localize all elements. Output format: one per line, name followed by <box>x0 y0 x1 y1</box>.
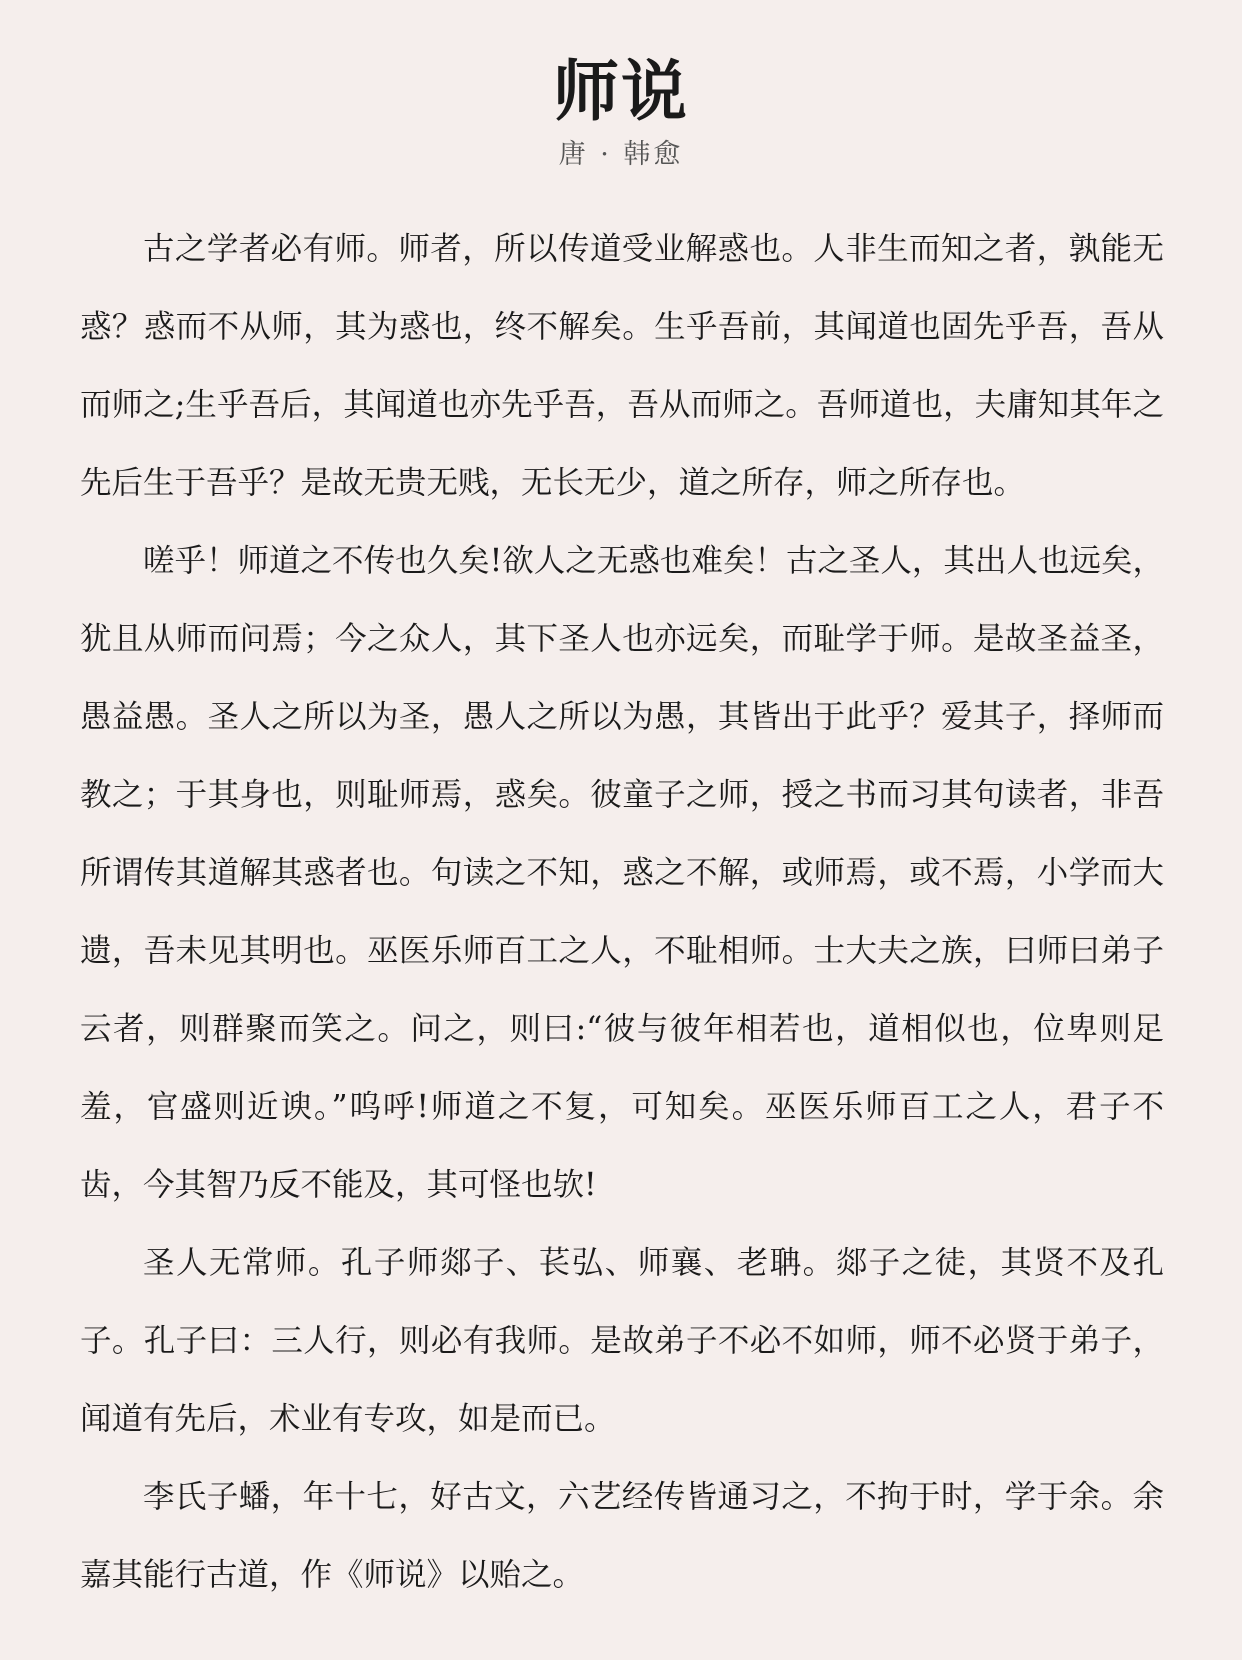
essay-body <box>80 210 1164 1614</box>
author-line: 唐 · 韩愈 <box>558 139 684 170</box>
page-title: 师说 <box>553 52 689 130</box>
paragraph-4: 李氏子蟠，年十七，好古文，六艺经传皆通习之，不拘于时，学于余。余嘉其能行古道，作《师说》以贻之。 <box>80 1479 1164 1593</box>
paragraph-2: 嗟乎！师道之不传也久矣!欲人之无惑也难矣！古之圣人，其出人也远矣，犹且从师而问焉；今之众人，其下圣人也亦远矣，而耻学于师。是故圣益圣，愚益愚。圣人之所以为圣，愚人之所以为愚，其皆出于此乎？爱其子，择师而教之；于其身也，则耻师焉，惑矣。彼童子之师，授之书而习其句读者，非吾所谓传其道解其惑者也。句读之不知，惑之不解，或师焉，或不焉，小学而大遗，吾未见其明也。巫医乐师百工之人，不耻相师。士大夫之族，曰师曰弟子云者，则群聚而笑之。问之，则曰:“彼与彼年相若也，道相似也，位卑则足羞，官盛则近谀。”呜呼!师道之不复，可知矣。巫医乐师百工之人，君子不齿，今其智乃反不能及，其可怪也欤! <box>80 543 1164 1203</box>
paragraph-3: 圣人无常师。孔子师郯子、苌弘、师襄、老聃。郯子之徒，其贤不及孔子。孔子曰：三人行，则必有我师。是故弟子不必不如师，师不必贤于弟子，闻道有先后，术业有专攻，如是而已。 <box>80 1245 1164 1437</box>
paragraph-1: 古之学者必有师。师者，所以传道受业解惑也。人非生而知之者，孰能无惑？惑而不从师，其为惑也，终不解矣。生乎吾前，其闻道也固先乎吾，吾从而师之;生乎吾后，其闻道也亦先乎吾，吾从而师之。吾师道也，夫庸知其年之先后生于吾乎？是故无贵无贱，无长无少，道之所存，师之所存也。 <box>80 231 1164 501</box>
